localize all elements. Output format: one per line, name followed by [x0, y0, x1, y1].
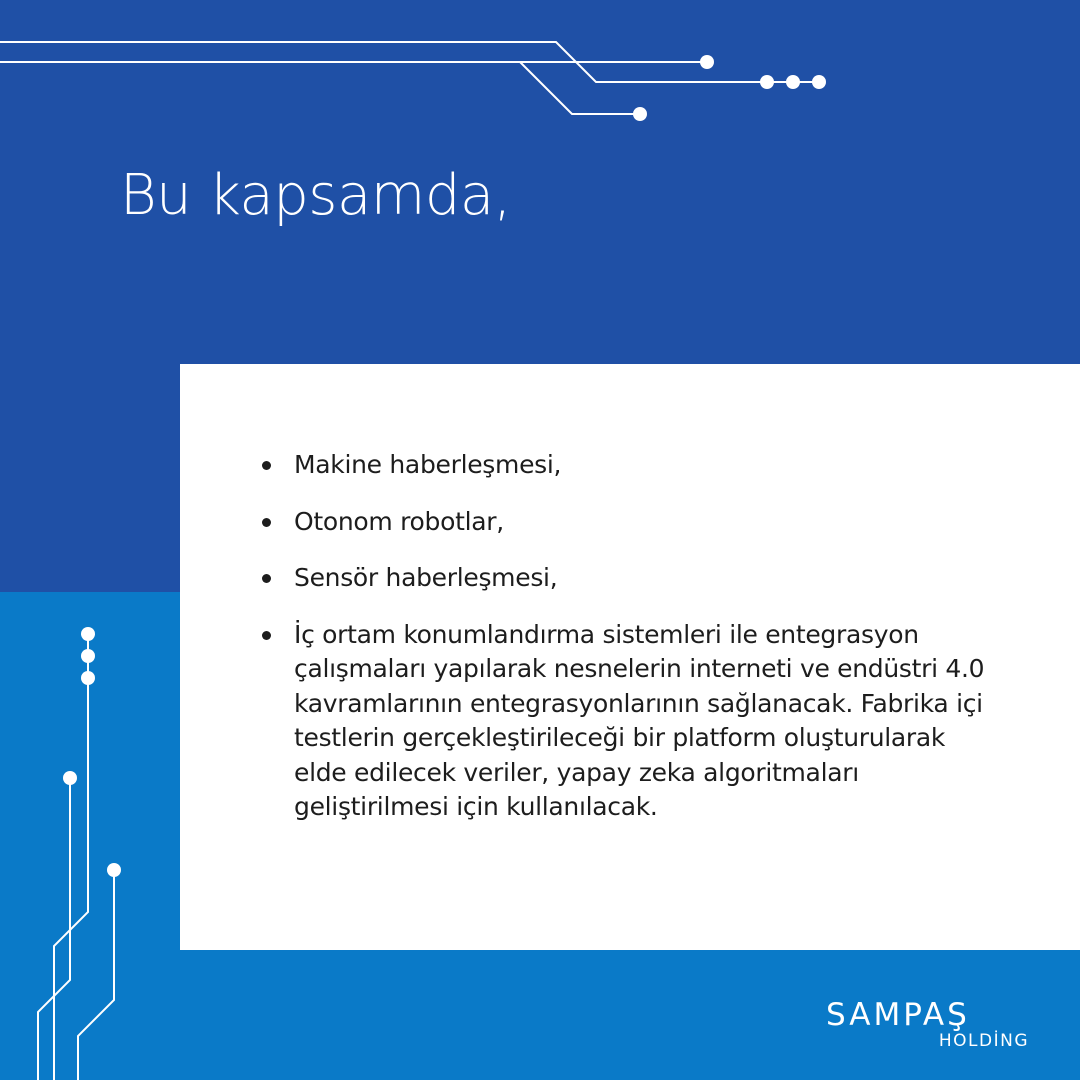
circuit-node	[81, 627, 95, 641]
circuit-node	[81, 671, 95, 685]
list-item	[262, 448, 1002, 483]
bullet-icon	[262, 574, 271, 583]
circuit-line-top-3	[520, 62, 640, 114]
bullet-icon	[262, 631, 271, 640]
list-item	[262, 561, 1002, 596]
page-title: Bu kapsamda,	[120, 163, 511, 228]
bullet-icon	[262, 461, 271, 470]
list-item-text: Sensör haberleşmesi,	[294, 563, 558, 592]
content-card	[180, 364, 1080, 950]
circuit-node	[812, 75, 826, 89]
circuit-node	[786, 75, 800, 89]
list-item-text: Makine haberleşmesi,	[294, 450, 562, 479]
list-item-text: İç ortam konumlandırma sistemleri ile entegrasyon çalışmaları yapılarak nesnelerin interneti ve endüstri 4.0 kavramlarının entegrasyonlarının sağlanacak. Fabrika içi testlerin gerçekleştirileceği bir platform oluşturularak elde edilecek veriler, yapay zeka algoritmaları geliştirilmesi için kullanılacak.	[294, 619, 985, 821]
bullet-list	[262, 448, 1002, 847]
bullet-icon	[262, 518, 271, 527]
circuit-node	[107, 863, 121, 877]
list-item	[262, 618, 1002, 825]
circuit-node	[700, 55, 714, 69]
logo-subtitle: HOLDİNG	[938, 1031, 1029, 1051]
logo-wordmark: SAMPAŞ	[826, 997, 970, 1033]
list-item	[262, 505, 1002, 540]
circuit-node	[633, 107, 647, 121]
circuit-node	[81, 649, 95, 663]
company-logo	[826, 997, 1031, 1054]
circuit-node	[63, 771, 77, 785]
circuit-line-left-3	[78, 870, 114, 1080]
list-item-text: Otonom robotlar,	[294, 506, 504, 536]
circuit-node	[760, 75, 774, 89]
